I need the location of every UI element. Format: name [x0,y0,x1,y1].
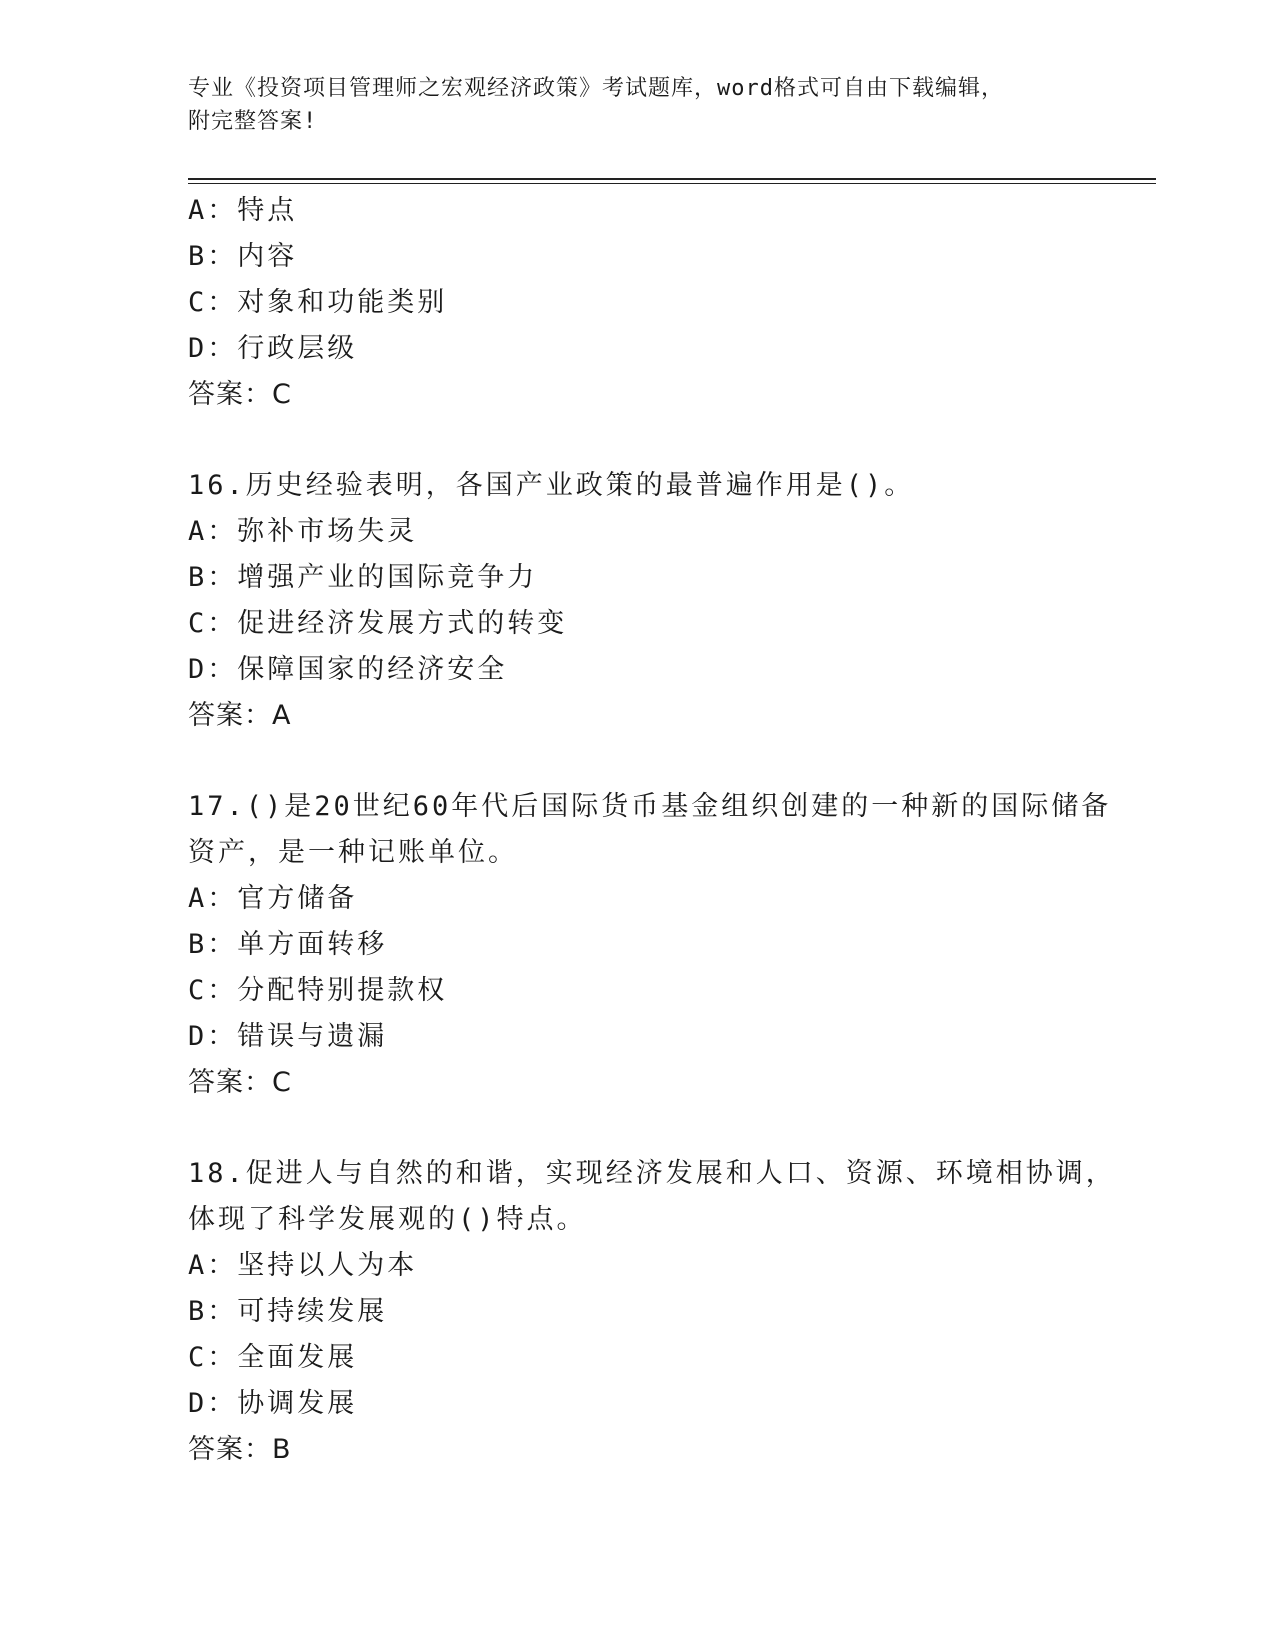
option-c: C：对象和功能类别 [188,287,448,318]
question-text-line-1: 17.()是20世纪60年代后国际货币基金组织创建的一种新的国际储备 [188,791,1112,822]
question-content [188,188,1128,1473]
option-d: D：错误与遗漏 [188,1021,388,1052]
option-d: D：协调发展 [188,1388,358,1419]
question-block-18 [188,1151,1128,1473]
option-b: B：可持续发展 [188,1296,388,1327]
spacer [188,1106,1128,1151]
question-text-line-2: 体现了科学发展观的()特点。 [188,1204,587,1235]
option-c: C：促进经济发展方式的转变 [188,608,568,639]
option-c: C：分配特别提款权 [188,975,448,1006]
spacer [188,418,1128,463]
option-a: A：坚持以人为本 [188,1250,418,1281]
option-a: A：官方储备 [188,883,358,914]
option-d: D：行政层级 [188,333,358,364]
question-block-15 [188,188,1128,418]
option-b: B：增强产业的国际竞争力 [188,562,538,593]
question-block-17 [188,784,1128,1106]
answer-line: 答案：C [188,1067,292,1098]
option-b: B：单方面转移 [188,929,388,960]
answer-line: 答案：A [188,700,292,731]
question-text: 16.历史经验表明，各国产业政策的最普遍作用是()。 [188,470,915,501]
question-block-16 [188,463,1128,739]
header-line-2: 附完整答案! [188,109,318,134]
option-a: A：弥补市场失灵 [188,516,418,547]
header-divider [188,178,1156,184]
question-text-line-2: 资产，是一种记账单位。 [188,837,518,868]
page-header [188,72,1118,138]
spacer [188,739,1128,784]
option-a: A：特点 [188,195,298,226]
answer-line: 答案：C [188,379,292,410]
question-text-line-1: 18.促进人与自然的和谐，实现经济发展和人口、资源、环境相协调， [188,1158,1116,1189]
option-d: D：保障国家的经济安全 [188,654,508,685]
option-c: C：全面发展 [188,1342,358,1373]
option-b: B：内容 [188,241,298,272]
answer-line: 答案：B [188,1434,292,1465]
header-line-1: 专业《投资项目管理师之宏观经济政策》考试题库，word格式可自由下载编辑， [188,76,1004,101]
